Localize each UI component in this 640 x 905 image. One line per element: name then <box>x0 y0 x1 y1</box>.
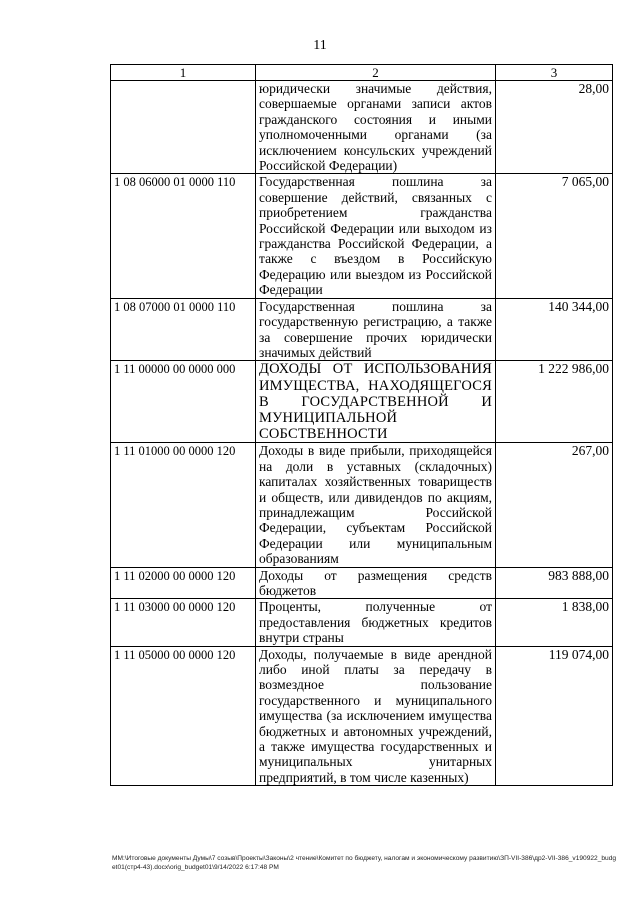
budget-revenue-table <box>110 64 613 786</box>
row-name: Доходы от размещения средств бюджетов <box>256 567 496 599</box>
row-code <box>111 81 256 174</box>
table-header-row <box>111 65 613 81</box>
row-code: 1 11 02000 00 0000 120 <box>111 567 256 599</box>
page-number: 11 <box>313 38 327 53</box>
row-amount: 1 222 986,00 <box>496 361 613 443</box>
row-amount: 140 344,00 <box>496 298 613 361</box>
table-row <box>111 298 613 361</box>
row-code: 1 08 06000 01 0000 110 <box>111 174 256 298</box>
row-amount: 28,00 <box>496 81 613 174</box>
table-row <box>111 81 613 174</box>
column-header-code: 1 <box>111 65 256 81</box>
table-row <box>111 443 613 567</box>
row-amount: 983 888,00 <box>496 567 613 599</box>
row-name: Доходы, получаемые в виде арендной либо иной платы за передачу в возмездное пользование государственного и муниципального имущества (за исключением имущества бюджетных и автономных учреждений, а также имущества государственных и муниципальных унитарных предприятий, в том числе казенных) <box>256 646 496 786</box>
document-path-footer: ММ:\Итоговые документы Думы\7 созыв\Проекты\Законы\2 чтение\Комитет по бюджету, налогам и экономическому развитию\ЗП-VII-386\др2-VII-386_v190922_budget01(стр4-43).docx\orig_budget01\9/14/2022 6:17:48 PM <box>112 855 617 871</box>
row-name: юридически значимые действия, совершаемые органами записи актов гражданского состояния и иными уполномоченными органами (за исключением консульских учреждений Российской Федерации) <box>256 81 496 174</box>
table-row <box>111 174 613 298</box>
row-name: Государственная пошлина за совершение действий, связанных с приобретением гражданства Российской Федерации или выходом из гражданства Российской Федерации, а также с въездом в Российскую Федерацию или выездом из Российской Федерации <box>256 174 496 298</box>
row-code: 1 08 07000 01 0000 110 <box>111 298 256 361</box>
row-name: Государственная пошлина за государственную регистрацию, а также за совершение прочих юридически значимых действий <box>256 298 496 361</box>
row-code: 1 11 03000 00 0000 120 <box>111 599 256 646</box>
row-name: Проценты, полученные от предоставления бюджетных кредитов внутри страны <box>256 599 496 646</box>
row-code: 1 11 01000 00 0000 120 <box>111 443 256 567</box>
row-name: ДОХОДЫ ОТ ИСПОЛЬЗОВАНИЯ ИМУЩЕСТВА, НАХОДЯЩЕГОСЯ В ГОСУДАРСТВЕННОЙ И МУНИЦИПАЛЬНОЙ СОБСТВЕННОСТИ <box>256 361 496 443</box>
table-row <box>111 646 613 786</box>
column-header-amount: 3 <box>496 65 613 81</box>
row-amount: 1 838,00 <box>496 599 613 646</box>
table-row <box>111 361 613 443</box>
table-row <box>111 599 613 646</box>
row-code: 1 11 00000 00 0000 000 <box>111 361 256 443</box>
row-code: 1 11 05000 00 0000 120 <box>111 646 256 786</box>
row-amount: 267,00 <box>496 443 613 567</box>
row-name: Доходы в виде прибыли, приходящейся на доли в уставных (складочных) капиталах хозяйственных товариществ и обществ, или дивидендов по акциям, принадлежащим Российской Федерации, субъектам Российской Федерации или муниципальным образованиям <box>256 443 496 567</box>
row-amount: 7 065,00 <box>496 174 613 298</box>
row-amount: 119 074,00 <box>496 646 613 786</box>
table-row <box>111 567 613 599</box>
column-header-name: 2 <box>256 65 496 81</box>
